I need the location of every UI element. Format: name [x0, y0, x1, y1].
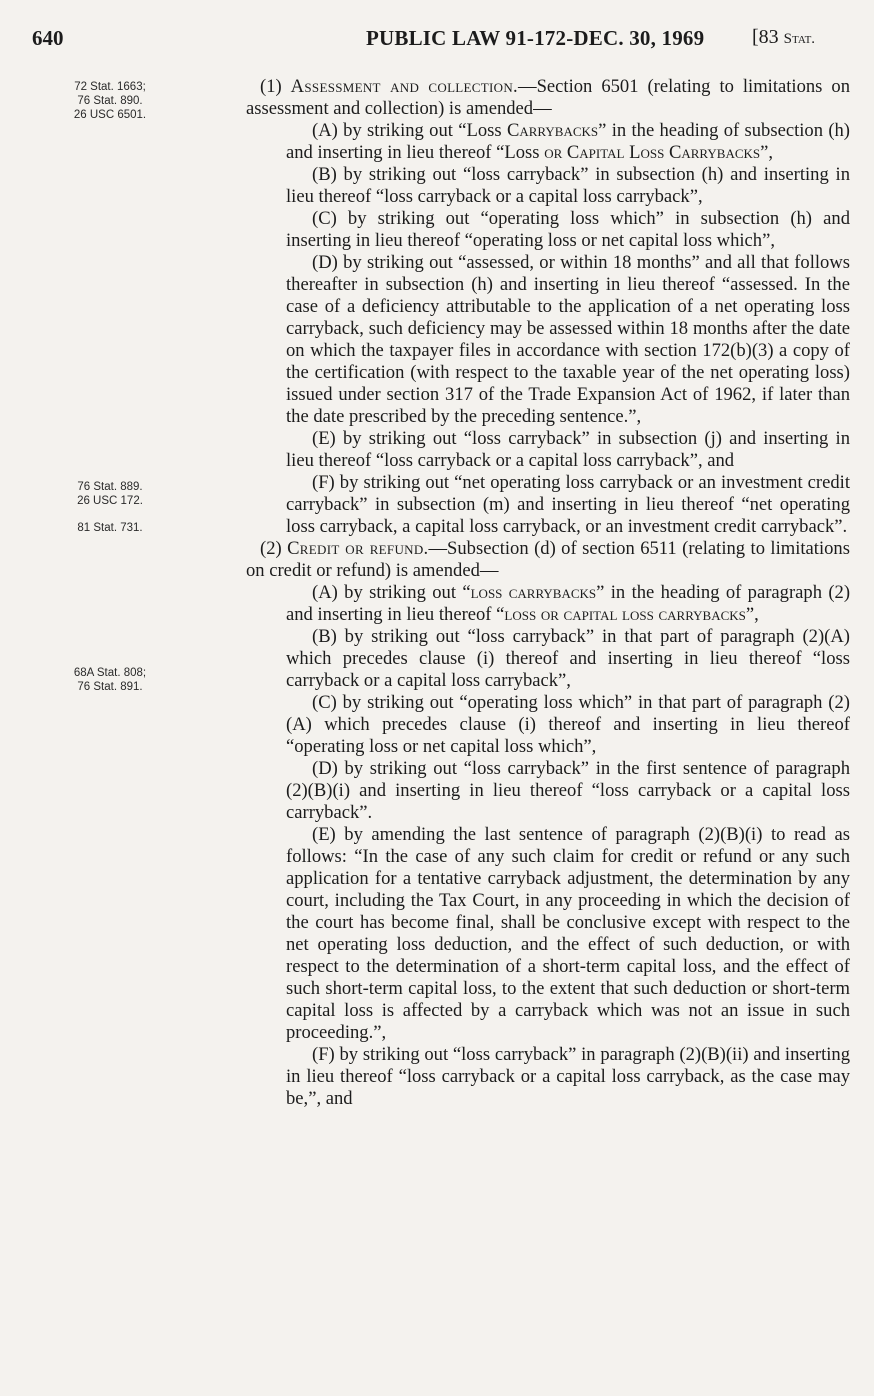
page-number: 640 — [32, 26, 64, 50]
paragraph-heading: Credit or refund. — [287, 538, 429, 559]
margin-note-line: 76 Stat. 889. — [77, 481, 143, 493]
document-body — [246, 76, 850, 1110]
item-2d: (D) by striking out “loss carryback” in the first sentence of paragraph (2)(B)(i) and inserting in lieu thereof “loss carryback or a capital loss carryback”. — [286, 758, 850, 823]
margin-note-3 — [40, 521, 180, 535]
margin-note-line: 81 Stat. 731. — [77, 522, 143, 534]
volume-prefix: [83 — [752, 26, 784, 48]
paragraph-number: (2) — [260, 538, 288, 559]
item-text: ” in the heading of paragraph (2) and inserting in lieu thereof “ — [286, 582, 851, 625]
paragraph-2 — [246, 538, 850, 582]
margin-note-line: 26 USC 6501. — [73, 109, 147, 121]
margin-note-line: 26 USC 172. — [77, 495, 143, 507]
item-text: ”, — [760, 142, 774, 163]
paragraph-text: —Section 6501 (relating to limitations on assessment and collection) is amended— — [246, 76, 850, 119]
item-text: (A) by striking out “ — [312, 582, 471, 603]
item-1d: (D) by striking out “assessed, or within 18 months” and all that follows thereafter in subsection (h) and inserting in lieu thereof “assessed. In the case of a deficiency attributable to the application of a net operating loss carryback, such deficiency may be assessed within 18 months after the date on which the taxpayer files in accordance with section 172(b)(3) a copy of the certification (with respect to the taxable year of the net operating loss) issued under section 317 of the Trade Expansion Act of 1962, if later than the date prescribed by the preceding sentence.”, — [286, 252, 850, 427]
running-title: PUBLIC LAW 91-172-DEC. 30, 1969 — [366, 26, 705, 50]
margin-note-2 — [40, 480, 180, 508]
paragraph-text: —Subsection (d) of section 6511 (relating to limitations on credit or refund) is amended— — [246, 538, 850, 581]
margin-note-1 — [40, 80, 180, 122]
item-smallcaps: loss carrybacks — [470, 582, 597, 603]
item-2c: (C) by striking out “operating loss which” in that part of paragraph (2)(A) which precedes clause (i) thereof and inserting in lieu thereof “operating loss or net capital loss which”, — [286, 692, 850, 757]
margin-note-line: 72 Stat. 1663; — [74, 81, 146, 93]
item-smallcaps: Carrybacks — [506, 120, 599, 141]
volume-reference — [752, 26, 815, 49]
paragraph-1 — [246, 76, 850, 120]
item-2b: (B) by striking out “loss carryback” in that part of paragraph (2)(A) which precedes clause (i) thereof and inserting in lieu thereof “loss carryback or a capital loss carryback”, — [286, 626, 850, 691]
item-2a — [286, 582, 850, 626]
paragraph-number: (1) — [260, 76, 291, 97]
item-1b: (B) by striking out “loss carryback” in subsection (h) and inserting in lieu thereof “loss carryback or a capital loss carryback”, — [286, 164, 850, 207]
item-text: ” in the heading of subsection (h) and inserting in lieu thereof “Loss — [286, 120, 850, 163]
margin-note-line: 68A Stat. 808; — [73, 667, 147, 679]
item-1e: (E) by striking out “loss carryback” in subsection (j) and inserting in lieu thereof “loss carryback or a capital loss carryback”, and — [286, 428, 850, 471]
margin-note-line: 76 Stat. 890. — [77, 95, 143, 107]
item-2e: (E) by amending the last sentence of paragraph (2)(B)(i) to read as follows: “In the case of any such claim for credit or refund or any such application for a tentative carryback adjustment, the determination by any court, including the Tax Court, in any proceeding in which the decision of the court has become final, shall be conclusive except with respect to the net operating loss deduction, and the effect of such deduction, or with respect to the determination of a short-term capital loss, and the effect of such short-term capital loss, to the extent that such deduction or short-term capital loss is affected by a carryback which was not an issue in such proceeding.”, — [286, 824, 850, 1043]
item-smallcaps: loss or capital loss carrybacks — [504, 604, 746, 625]
item-text: (A) by striking out “Loss — [312, 120, 507, 141]
volume-suffix: Stat. — [783, 31, 816, 47]
margin-note-line: 76 Stat. 891. — [77, 681, 143, 693]
paragraph-heading: Assessment and collection. — [290, 76, 518, 97]
item-text: ”, — [745, 604, 759, 625]
item-2f: (F) by striking out “loss carryback” in paragraph (2)(B)(ii) and inserting in lieu thereof “loss carryback or a capital loss carryback, as the case may be,”, and — [286, 1044, 850, 1109]
margin-note-4 — [40, 666, 180, 694]
item-1a — [286, 120, 850, 164]
item-smallcaps: or Capital Loss Carrybacks — [544, 142, 761, 163]
item-1f: (F) by striking out “net operating loss carryback or an investment credit carryback” in subsection (m) and inserting in lieu thereof “net operating loss carryback, a capital loss carryback, or an investment credit carryback”. — [286, 472, 850, 537]
item-1c: (C) by striking out “operating loss which” in subsection (h) and inserting in lieu thereof “operating loss or net capital loss which”, — [286, 208, 850, 251]
